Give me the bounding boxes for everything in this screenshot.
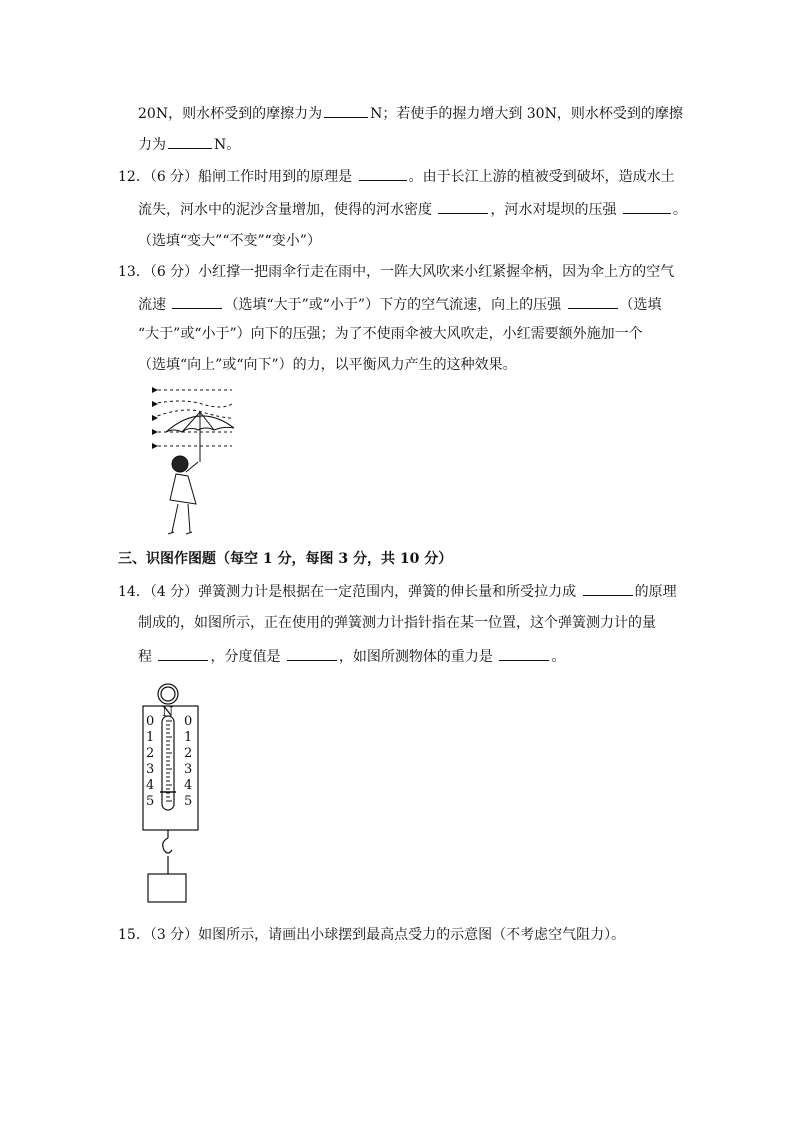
q13-text-b: 流速: [138, 297, 166, 313]
q15-text: 如图所示，请画出小球摆到最高点受力的示意图（不考虑空气阻力）。: [198, 927, 626, 943]
q12-line-1: [118, 166, 675, 187]
q13-blank-2[interactable]: [568, 294, 618, 309]
q11-text-d: N。: [214, 137, 241, 153]
scale-left-tick-1: 1: [146, 730, 155, 745]
q14-text-b: 的原理: [634, 584, 677, 600]
q11-line-2: [138, 134, 240, 155]
q13-text-d: （选填: [619, 297, 662, 313]
q14-text-e: ，分度值是: [210, 649, 281, 665]
q12-number: 12．（6 分）: [118, 169, 199, 185]
q15-number: 15．（3 分）: [118, 927, 199, 943]
q11-text-a: 20N，则水杯受到的摩擦力为: [138, 106, 323, 122]
scale-right-tick-1: 1: [184, 730, 193, 745]
wind-line-2: [152, 401, 232, 407]
q14-blank-1[interactable]: [583, 581, 633, 596]
scale-left-tick-3: 3: [146, 762, 155, 777]
q12-blank-1[interactable]: [359, 166, 407, 181]
q13-line-1: [118, 262, 674, 282]
girl-icon: [168, 456, 198, 534]
umbrella-icon: [166, 412, 234, 462]
q12-text-d: ，河水对堤坝的压强: [490, 202, 617, 218]
q12-line-3: [138, 231, 321, 251]
q14-text-a: 弹簧测力计是根据在一定范围内，弹簧的伸长量和所受拉力成: [198, 584, 577, 600]
q14-text-f: ，如图所测物体的重力是: [338, 649, 493, 665]
scale-right-tick-0: 0: [184, 714, 193, 729]
q12-blank-3[interactable]: [623, 199, 671, 214]
q13-line-2: [138, 294, 662, 315]
q14-line-3: [138, 646, 565, 667]
scale-right-tick-2: 2: [184, 746, 193, 761]
q14-blank-2[interactable]: [158, 646, 208, 661]
wind-arrow-5: [152, 443, 158, 449]
q13-text-e: “大于”或“小于”）向下的压强；为了不使雨伞被大风吹走，小红需要额外施加一个: [138, 326, 643, 342]
q13-line-3: [138, 324, 643, 344]
q13-text-c: （选填“大于”或“小于”）下方的空气流速，向上的压强: [224, 297, 562, 313]
q12-options: （选填“变大”“不变”“变小”）: [138, 233, 321, 249]
scale-hook-icon: [163, 838, 172, 853]
section-3-heading: [118, 549, 452, 569]
scale-unit: N: [162, 705, 174, 720]
q14-text-c: 制成的，如图所示，正在使用的弹簧测力计指针指在某一位置，这个弹簧测力计的量: [138, 615, 656, 631]
q12-text-a: 船闸工作时用到的原理是: [198, 169, 353, 185]
scale-right-tick-5: 5: [184, 794, 193, 809]
q14-text-g: 。: [551, 649, 566, 665]
scale-left-tick-5: 5: [146, 794, 155, 809]
spring-scale-figure: [138, 680, 208, 910]
q12-text-e: 。: [672, 202, 687, 218]
wind-arrow-1: [152, 387, 158, 393]
scale-right-tick-4: 4: [184, 778, 193, 793]
q15-line-1: [118, 925, 625, 945]
q12-text-b: 。由于长江上游的植被受到破坏，造成水土: [408, 169, 675, 185]
scale-left-tick-4: 4: [146, 778, 155, 793]
scale-left-tick-0: 0: [146, 714, 155, 729]
q14-line-1: [118, 581, 677, 602]
umbrella-girl-figure: [142, 382, 252, 542]
wind-arrow-3: [152, 415, 158, 421]
scale-left-tick-2: 2: [146, 746, 155, 761]
q13-text-a: 小红撑一把雨伞行走在雨中，一阵大风吹来小红紧握伞柄，因为伞上方的空气: [198, 264, 675, 280]
q14-line-2: [138, 613, 656, 633]
weight-block: [148, 874, 186, 902]
q14-text-d: 程: [138, 649, 152, 665]
q13-line-4: [138, 355, 517, 375]
q11-line-1: [138, 103, 683, 124]
q14-blank-4[interactable]: [499, 646, 549, 661]
q12-text-c: 流失，河水中的泥沙含量增加，使得的河水密度: [138, 202, 432, 218]
wind-arrow-2: [152, 401, 158, 407]
q14-number: 14．（4 分）: [118, 584, 199, 600]
section-3-title: 三、识图作图题（每空 1 分，每图 3 分，共 10 分）: [118, 551, 453, 567]
q11-blank-2[interactable]: [168, 134, 212, 149]
q13-text-f: （选填“向上”或“向下”）的力，以平衡风力产生的这种效果。: [138, 357, 517, 373]
scale-spring-tube: [162, 716, 174, 810]
q13-blank-1[interactable]: [172, 294, 222, 309]
q12-line-2: [138, 199, 687, 220]
q11-text-b: N；若使手的握力增大到 30N，则水杯受到的摩擦: [370, 106, 683, 122]
q11-blank-1[interactable]: [324, 103, 368, 118]
wind-arrow-4: [152, 429, 158, 435]
q11-text-c: 力为: [138, 137, 166, 153]
q12-blank-2[interactable]: [438, 199, 488, 214]
scale-right-tick-3: 3: [184, 762, 193, 777]
q14-blank-3[interactable]: [287, 646, 337, 661]
q13-number: 13．（6 分）: [118, 264, 199, 280]
